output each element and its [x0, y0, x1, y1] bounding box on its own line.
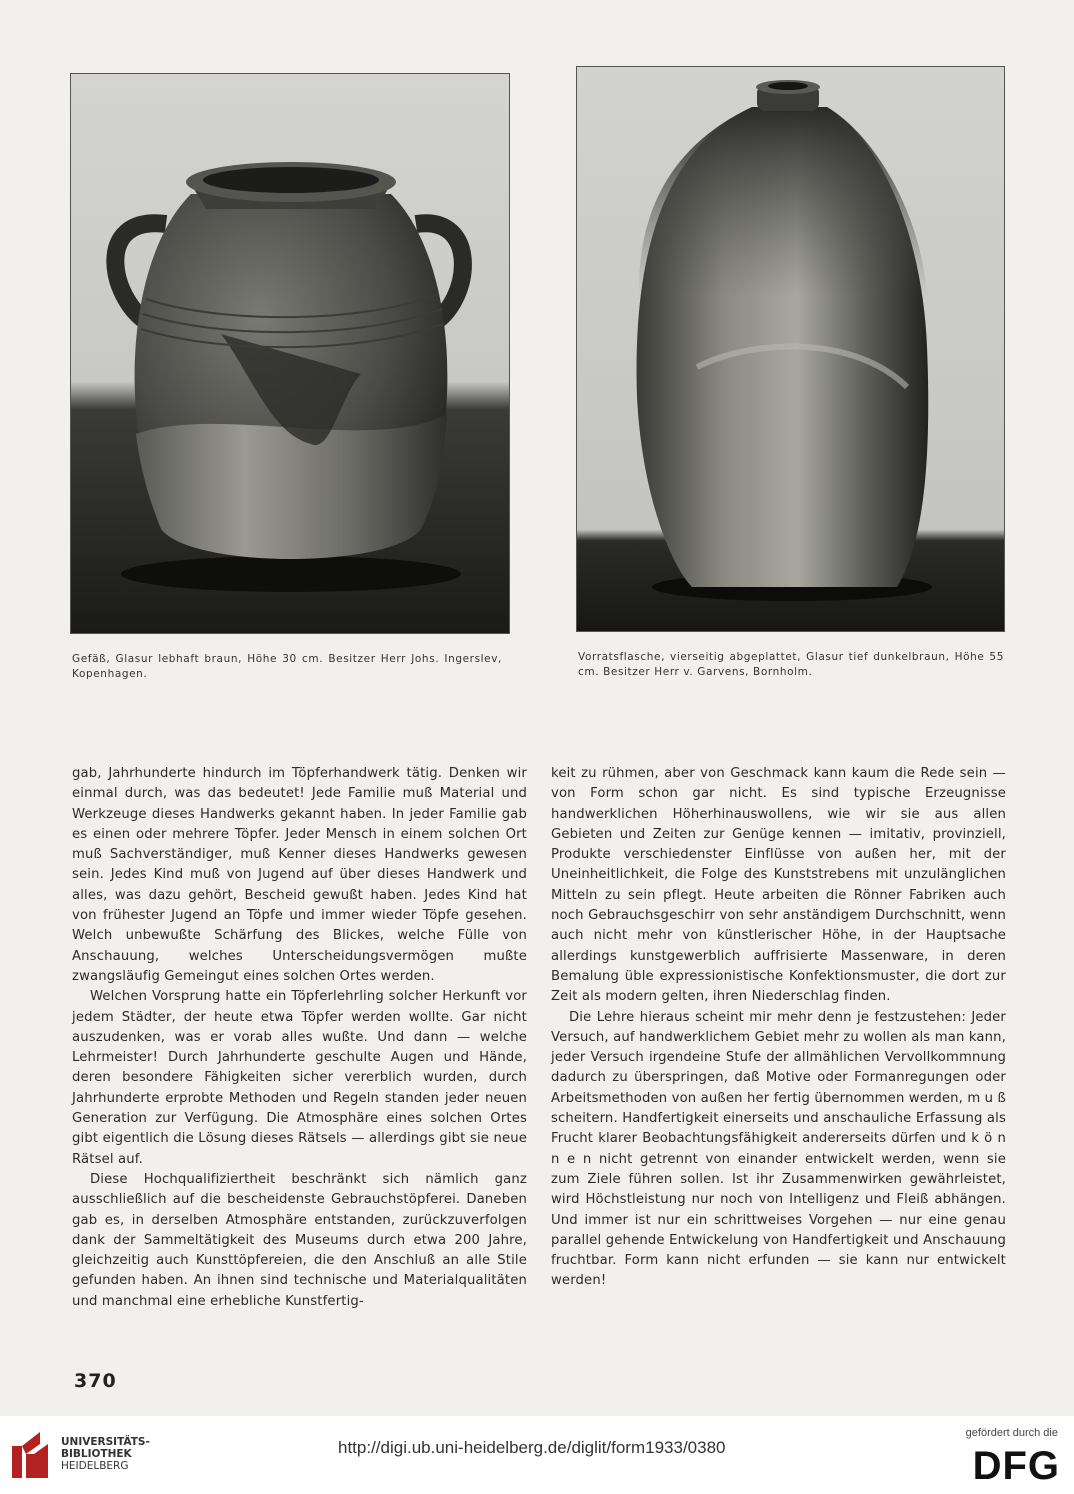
funding-note: gefördert durch die — [965, 1427, 1058, 1439]
paragraph: gab, Jahrhunderte hindurch im Töpferhandwerk tätig. Denken wir einmal durch, was das bedeutet! Jede Familie muß Material und Werkzeuge dieses Handwerks gekannt haben. In jeder Familie gab es einen oder mehrere Töpfer. Jeder Mensch in einem solchen Ort muß Sachverständiger, muß Kenner dieses Handwerks gewesen sein. Jedes Kind muß von Jugend auf über dieses Handwerk und alles, was dazu gehört, Bescheid gewußt haben. Jedes Kind hat von frühester Jugend an Töpfe und immer wieder Töpfe gesehen. Welch unbewußte Schärfung des Blickes, welche Fülle von Anschauung, welches Unterscheidungsvermögen mußte zwangsläufig Gemeingut eines solchen Ortes werden. — [72, 766, 527, 984]
caption-right: Vorratsflasche, vierseitig abgeplattet, Glasur tief dunkelbraun, Höhe 55 cm. Besitzer Herr v. Garvens, Bornholm. — [578, 651, 1004, 678]
page-number: 370 — [74, 1370, 117, 1392]
library-name: UNIVERSITÄTS- BIBLIOTHEK HEIDELBERG — [61, 1436, 150, 1472]
text-column-left — [72, 764, 527, 1312]
paragraph: Diese Hochqualifiziertheit beschränkt sich nämlich ganz ausschließlich auf die bescheidenste Gebrauchstöpferei. Daneben gab es, in derselben Atmosphäre entstanden, zurückzuverfolgen dank der Sammeltätigkeit des Museums durch etwa 200 Jahre, gleichzeitig auch Kunsttöpfereien, die den Anschluß an alle Stile gefunden haben. An ihnen sind technische und Materialqualitäten und manchmal eine erhebliche Kunstfertig- — [72, 1171, 527, 1309]
text-column-right — [551, 764, 1006, 1292]
dfg-logo: DFG — [972, 1444, 1060, 1488]
bottle-photo — [576, 66, 1005, 632]
library-logo-icon — [10, 1430, 52, 1480]
caption-left: Gefäß, Glasur lebhaft braun, Höhe 30 cm. Besitzer Herr Johs. Ingerslev, Kopenhagen. — [72, 653, 502, 680]
paragraph: keit zu rühmen, aber von Geschmack kann kaum die Rede sein — von Form schon gar nicht. Es sind typische Erzeugnisse handwerklichen Höherhinauswollens, wie wir sie aus allen Gebieten und Zeiten zur Genüge kennen — imitativ, provinziell, Produkte verschiedenster Einflüsse von außen her, mit der Uneinheitlichkeit, die Folge des Kunststrebens mit unzulänglichen Mitteln zu sein pflegt. Heute arbeiten die Rönner Fabriken auch noch Gebrauchsgeschirr von sehr anständigem Durchschnitt, wenn auch nicht mehr von künstlerischer Höhe, in der Hauptsache allerdings kunstgewerblich auffrisierte Massenware, in deren Bemalung üble expressionistische Konfektionsmuster, die dort zur Zeit als modern gelten, ihren Niederschlag finden. — [551, 766, 1006, 1005]
paragraph: Welchen Vorsprung hatte ein Töpferlehrling solcher Herkunft vor jedem Städter, der heute etwa Töpfer werden wollte. Gar nicht auszudenken, was er vorab alles wußte. Und dann — welche Lehrmeister! Durch Jahrhunderte geschulte Augen und Hände, deren besondere Fähigkeiten sicher vererblich wurden, durch Jahrhunderte erprobte Methoden und Regeln standen jeder neuen Generation zur Verfügung. Die Atmosphäre eines solchen Ortes gibt eigentlich die Lösung dieses Rätsels — allerdings gibt sie neue Rätsel auf. — [72, 989, 527, 1167]
paragraph: Die Lehre hieraus scheint mir mehr denn je festzustehen: Jeder Versuch, auf handwerklichem Gebiet mehr zu wollen als man kann, jeder Versuch irgendeine Stufe der allmählichen Vervollkommnung dadurch zu überspringen, daß Motive oder Formanregungen oder Arbeitsmethoden von außen her fertig übernommen werden, m u ß scheitern. Handfertigkeit einerseits und anschauliche Erfassung als Frucht klarer Beobachtungsfähigkeit andererseits dürfen und k ö n n e n nicht getrennt von einander entwickelt werden, wenn sie zum Ziele führen sollen. Ist ihr Zusammenwirken gewährleistet, wird Höchstleistung nur noch von Intelligenz und Fleiß abhängen. Und immer ist nur ein schrittweises Vorgehen — nur eine genau parallel gehende Entwickelung von Handfertigkeit und Anschauung fruchtbar. Form kann nicht erfunden — sie kann nur entwickelt werden! — [551, 1009, 1006, 1289]
jar-photo — [70, 73, 510, 634]
source-url-link[interactable]: http://digi.ub.uni-heidelberg.de/diglit/form1933/0380 — [338, 1438, 726, 1457]
footer-bar — [0, 1416, 1074, 1494]
